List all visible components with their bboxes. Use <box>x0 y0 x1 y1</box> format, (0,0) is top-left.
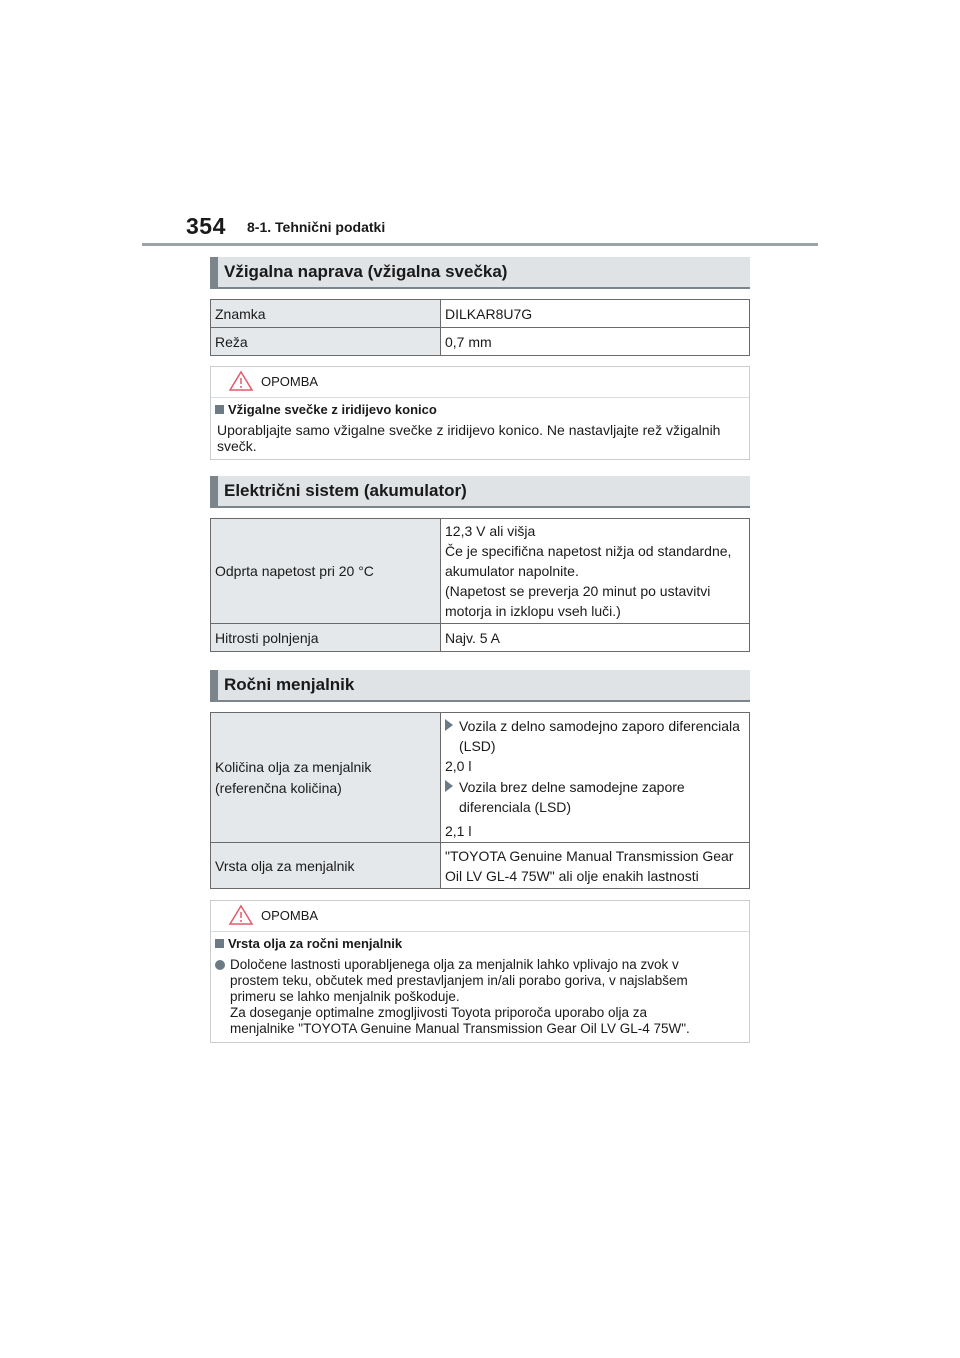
square-bullet-icon <box>215 939 224 948</box>
note-header <box>211 367 749 398</box>
table-row <box>211 328 750 356</box>
note-line: prostem teku, občutek med prestavljanjem in/ali porabo goriva, v najslabšem <box>230 973 688 988</box>
ignition-heading-text: Vžigalna naprava (vžigalna svečka) <box>224 262 508 281</box>
value-line: motorja in izklopu vseh luči.) <box>445 603 621 619</box>
note-line: menjalnike "TOYOTA Genuine Manual Transmission Gear Oil LV GL-4 75W". <box>230 1021 690 1036</box>
table-value <box>441 713 750 843</box>
note-bullet-text <box>230 957 690 1037</box>
value-line: 12,3 V ali višja <box>445 523 536 539</box>
table-key: Vrsta olja za menjalnik <box>211 843 441 889</box>
gearbox-heading-text: Ročni menjalnik <box>224 675 355 694</box>
table-key <box>211 713 441 843</box>
gearbox-heading <box>210 670 750 702</box>
ignition-table <box>210 299 750 356</box>
warning-triangle-icon <box>228 904 254 926</box>
note-label: OPOMBA <box>261 908 319 923</box>
ignition-note <box>210 366 750 460</box>
note-subtitle <box>215 402 749 417</box>
table-row <box>211 519 750 624</box>
triangle-arrow-icon <box>445 719 453 731</box>
table-value <box>441 843 750 889</box>
electrical-table <box>210 518 750 652</box>
list-item-text: Vozila z delno samodejno zaporo diferenciala (LSD) <box>459 718 740 754</box>
table-value <box>441 519 750 624</box>
key-line: Količina olja za menjalnik <box>215 758 372 775</box>
value-line: (Napetost se preverja 20 minut po ustavitvi <box>445 583 711 599</box>
table-row <box>211 843 750 889</box>
note-line: Določene lastnosti uporabljenega olja za menjalnik lahko vplivajo na zvok v <box>230 957 679 972</box>
page-number: 354 <box>186 213 226 239</box>
note-bullet <box>215 957 743 1037</box>
ignition-heading <box>210 257 750 289</box>
electrical-heading-text: Električni sistem (akumulator) <box>224 481 467 500</box>
gearbox-note <box>210 900 750 1043</box>
list-item <box>445 716 745 756</box>
note-line: Za doseganje optimalne zmogljivosti Toyota priporoča uporabo olja za <box>230 1005 647 1020</box>
table-key: Znamka <box>211 300 441 328</box>
table-key: Odprta napetost pri 20 °C <box>211 519 441 624</box>
note-text: Uporabljajte samo vžigalne svečke z iridijevo konico. Ne nastavljajte rež vžigalnih svečk. <box>217 422 721 454</box>
list-item-text: Vozila brez delne samodejne zapore diferenciala (LSD) <box>459 779 685 815</box>
value-line: 2,1 l <box>445 823 472 839</box>
section-title: 8-1. Tehnični podatki <box>247 219 386 235</box>
warning-triangle-icon <box>228 370 254 392</box>
value-line: Oil LV GL-4 75W" ali olje enakih lastnosti <box>445 867 699 884</box>
square-bullet-icon <box>215 405 224 414</box>
table-value: 0,7 mm <box>441 328 750 356</box>
table-value: Najv. 5 A <box>441 624 750 652</box>
note-line: primeru se lahko menjalnik poškoduje. <box>230 989 460 1004</box>
table-key: Reža <box>211 328 441 356</box>
electrical-heading <box>210 476 750 508</box>
table-row <box>211 713 750 843</box>
key-line: (referenčna količina) <box>215 779 342 796</box>
gearbox-table <box>210 712 750 889</box>
value-line: akumulator napolnite. <box>445 563 579 579</box>
round-bullet-icon <box>215 960 225 970</box>
note-subtitle <box>215 936 749 951</box>
list-item <box>445 777 745 817</box>
value-line: 2,0 l <box>445 758 472 774</box>
table-row <box>211 624 750 652</box>
value-line: Če je specifična napetost nižja od standardne, <box>445 543 732 559</box>
table-key: Hitrosti polnjenja <box>211 624 441 652</box>
note-label: OPOMBA <box>261 374 319 389</box>
value-line: "TOYOTA Genuine Manual Transmission Gear <box>445 847 734 864</box>
table-value: DILKAR8U7G <box>441 300 750 328</box>
note-subtitle-text: Vrsta olja za ročni menjalnik <box>228 936 403 951</box>
note-header <box>211 901 749 932</box>
table-row <box>211 300 750 328</box>
header-rule <box>142 243 818 246</box>
note-subtitle-text: Vžigalne svečke z iridijevo konico <box>228 402 437 417</box>
triangle-arrow-icon <box>445 780 453 792</box>
